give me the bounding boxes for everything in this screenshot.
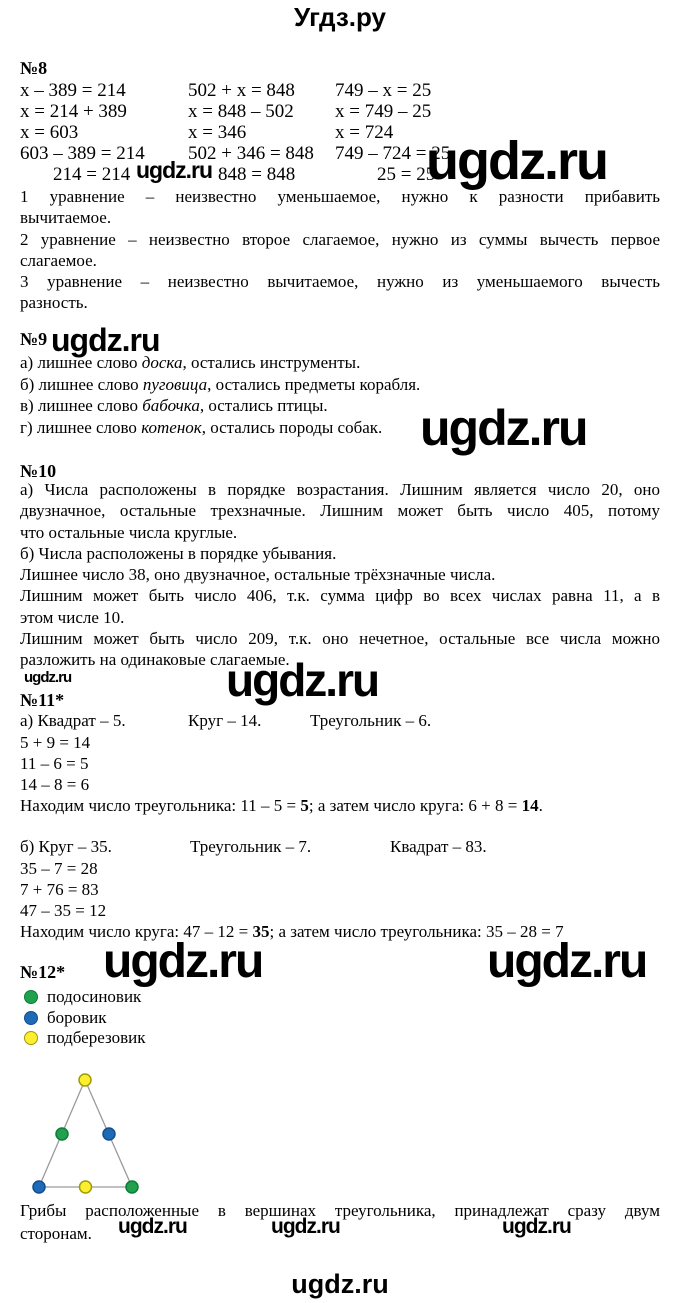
task-12-heading: №12* — [20, 962, 66, 982]
given-value: Треугольник – 7. — [190, 837, 312, 856]
given-value: Квадрат – 83. — [390, 837, 487, 856]
green-dot-icon — [24, 990, 38, 1004]
step-equation: 7 + 76 = 83 — [20, 880, 99, 899]
equation: x – 389 = 214 — [20, 80, 126, 101]
text-line: вычитаемое. — [20, 208, 112, 228]
answer-text: , остались инструменты. — [182, 353, 361, 372]
equation: x = 749 – 25 — [335, 101, 432, 122]
text-line: этом числе 10. — [20, 607, 125, 627]
given-value: б) Круг – 35. — [20, 837, 112, 856]
extra-word: бабочка — [142, 396, 200, 415]
text-line: 1 уравнение – неизвестно уменьшаемое, нужно к разности прибавить — [20, 187, 660, 206]
step-equation: 35 – 7 = 28 — [20, 859, 98, 878]
watermark: ugdz.ru — [271, 1215, 340, 1238]
task-11b-solution — [20, 837, 660, 942]
watermark: ugdz.ru — [103, 935, 263, 988]
step-equation: 14 – 8 = 6 — [20, 775, 90, 794]
triangle-diagram — [25, 1070, 140, 1195]
task-10-answers — [20, 479, 660, 671]
conclusion-answer: 35 — [252, 922, 270, 941]
text-line: разложить на одинаковые слагаемые. — [20, 650, 290, 670]
watermark: ugdz.ru — [502, 1215, 571, 1238]
equation: 25 = 25 — [377, 164, 436, 185]
given-value: а) Квадрат – 5. — [20, 711, 126, 730]
task-9-heading: №9 — [20, 329, 48, 349]
step-equation: 11 – 6 = 5 — [20, 754, 89, 773]
text-line: двузначное, остальные трехзначные. Лишним может быть число 405, потому — [20, 501, 660, 521]
text-line: а) Числа расположены в порядке возрастания. Лишним является число 20, оно — [20, 480, 660, 499]
step-equation: 5 + 9 = 14 — [20, 733, 91, 752]
watermark: ugdz.ru — [136, 157, 213, 183]
legend-item — [24, 1028, 145, 1049]
equation: x = 724 — [335, 122, 394, 143]
answer-line — [20, 352, 660, 374]
yellow-dot-icon — [24, 1031, 38, 1045]
text-line: 2 уравнение – неизвестно второе слагаемое, нужно из суммы вычесть первое — [20, 229, 660, 249]
legend-label: подберезовик — [47, 1028, 146, 1048]
mushroom-node-right-middle — [103, 1128, 115, 1140]
text-line: что остальные числа круглые. — [20, 522, 238, 542]
text-line: Лишним может быть число 406, т.к. сумма цифр во всех числах равна 11, а в — [20, 586, 660, 606]
given-values-row — [20, 711, 660, 732]
equation: 502 + x = 848 — [188, 80, 295, 101]
mushroom-node-bottom-left — [33, 1181, 45, 1193]
given-values-row — [20, 837, 660, 858]
extra-word: котенок — [141, 417, 202, 437]
conclusion-line — [20, 795, 660, 816]
mushroom-node-bottom-right — [126, 1181, 138, 1193]
mushroom-legend — [24, 987, 145, 1049]
equation: 749 – 724 = 25 — [335, 143, 451, 164]
conclusion-text: Находим число треугольника: 11 – 5 = — [20, 796, 301, 815]
answer-text: а) лишнее слово — [20, 353, 142, 372]
legend-item — [24, 1008, 145, 1029]
equation: 502 + 346 = 848 — [188, 143, 314, 164]
legend-item — [24, 987, 145, 1008]
watermark: ugdz.ru — [51, 322, 160, 358]
text-line: слагаемое. — [20, 250, 97, 270]
equation: 749 – x = 25 — [335, 80, 432, 101]
conclusion-text: . — [538, 796, 543, 815]
equation: x = 346 — [188, 122, 247, 143]
answer-text: в) лишнее слово — [20, 396, 143, 415]
task-11-heading: №11* — [20, 690, 65, 710]
watermark: ugdz.ru — [487, 935, 647, 988]
task-10-heading: №10 — [20, 461, 57, 481]
text-line: б) Числа расположены в порядке убывания. — [20, 543, 337, 563]
watermark: ugdz.ru — [226, 654, 379, 706]
watermark: ugdz.ru — [118, 1215, 187, 1238]
mushroom-node-top — [79, 1074, 91, 1086]
equation: x = 848 – 502 — [188, 101, 294, 122]
conclusion-text: Находим число круга: 47 – 12 = — [20, 922, 253, 941]
conclusion-text: ; а затем число круга: 6 + 8 = — [308, 796, 522, 815]
text-line: Лишнее число 38, оно двузначное, остальные трёхзначные числа. — [20, 565, 496, 585]
legend-label: подосиновик — [47, 987, 142, 1007]
given-value: Круг – 14. — [188, 711, 262, 730]
equation: 848 = 848 — [218, 164, 296, 185]
watermark: ugdz.ru — [24, 669, 72, 686]
extra-word: пуговица — [142, 374, 208, 394]
task-8-heading: №8 — [20, 58, 48, 78]
equation: x = 603 — [20, 122, 79, 143]
site-title: Угдз.ру — [294, 2, 386, 32]
blue-dot-icon — [24, 1011, 38, 1025]
step-equation: 47 – 35 = 12 — [20, 901, 107, 920]
equation: 214 = 214 — [53, 164, 131, 185]
conclusion-text: ; а затем число треугольника: 35 – 28 = 7 — [269, 922, 564, 941]
given-value: Треугольник – 6. — [310, 711, 432, 730]
watermark: ugdz.ru — [426, 131, 607, 191]
answer-text: г) лишнее слово — [20, 417, 142, 437]
watermark: ugdz.ru — [420, 400, 587, 456]
text-line: разность. — [20, 293, 88, 313]
legend-label: боровик — [47, 1007, 107, 1027]
text-line: Грибы расположенные в вершинах треугольника, принадлежат сразу двум — [20, 1201, 660, 1220]
answer-line — [20, 374, 660, 396]
mushroom-node-bottom-middle — [80, 1181, 92, 1193]
equation: x = 214 + 389 — [20, 101, 127, 122]
answer-text: б) лишнее слово — [20, 374, 143, 394]
answer-text: , остались предметы корабля. — [207, 374, 421, 394]
answer-text: , остались птицы. — [199, 396, 328, 415]
answer-text: , остались породы собак. — [201, 417, 383, 437]
mushroom-node-left-middle — [56, 1128, 68, 1140]
footer-watermark: ugdz.ru — [291, 1269, 389, 1299]
text-line: сторонам. — [20, 1223, 92, 1243]
text-line: 3 уравнение – неизвестно вычитаемое, нужно из уменьшаемого вычесть — [20, 272, 660, 292]
extra-word: доска — [141, 353, 183, 372]
conclusion-answer: 14 — [521, 796, 539, 815]
text-line: Лишним может быть число 209, т.к. оно нечетное, остальные все числа можно — [20, 629, 660, 649]
task-8-explanation — [20, 186, 660, 314]
task-11a-solution — [20, 711, 660, 816]
equation: 603 – 389 = 214 — [20, 143, 145, 164]
conclusion-answer: 5 — [300, 796, 309, 815]
